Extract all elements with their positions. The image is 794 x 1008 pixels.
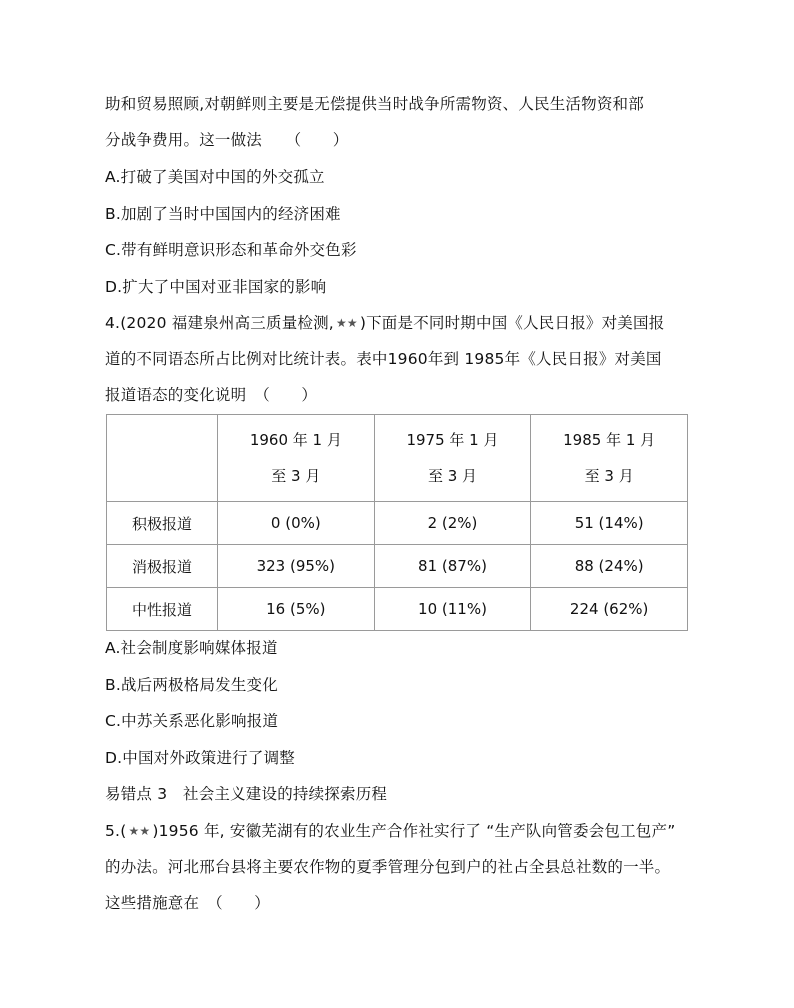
statistics-table (106, 414, 688, 631)
q4-stem-line-1 (105, 313, 664, 333)
q5-stem-text: )1956 年, 安徽芜湖有的农业生产合作社实行了 “生产队向管委会包工包产” (152, 822, 676, 840)
difficulty-stars-icon: ★★ (128, 824, 151, 838)
table-row (107, 588, 688, 631)
q4-option-d[interactable]: D.中国对外政策进行了调整 (105, 749, 295, 767)
row-label: 积极报道 (107, 502, 218, 545)
row-label: 中性报道 (107, 588, 218, 631)
section-heading: 易错点 3 社会主义建设的持续探索历程 (105, 785, 388, 803)
q3-option-b[interactable]: B.加剧了当时中国国内的经济困难 (105, 205, 341, 223)
table-cell: 2 (2%) (374, 502, 531, 545)
q3-option-d[interactable]: D.扩大了中国对亚非国家的影响 (105, 278, 327, 296)
q5-stem-line-1 (105, 821, 675, 841)
table-cell: 0 (0%) (218, 502, 375, 545)
table-header-1975: 1975 年 1 月 至 3 月 (374, 415, 531, 502)
q4-stem-text: )下面是不同时期中国《人民日报》对美国报 (359, 314, 665, 332)
table-cell: 16 (5%) (218, 588, 375, 631)
q3-option-a[interactable]: A.打破了美国对中国的外交孤立 (105, 168, 325, 186)
q5-number: 5.( (105, 822, 127, 840)
q4-option-a[interactable]: A.社会制度影响媒体报道 (105, 639, 278, 657)
q5-stem-line-2: 的办法。河北邢台县将主要农作物的夏季管理分包到户的社占全县总社数的一半。 (105, 858, 671, 876)
difficulty-stars-icon: ★★ (335, 316, 358, 330)
table-corner-cell (107, 415, 218, 502)
table-header-1985: 1985 年 1 月 至 3 月 (531, 415, 688, 502)
table-cell: 88 (24%) (531, 545, 688, 588)
q4-stem-line-3: 报道语态的变化说明 （ ） (105, 386, 318, 404)
row-label: 消极报道 (107, 545, 218, 588)
table-cell: 323 (95%) (218, 545, 375, 588)
table-header-1960: 1960 年 1 月 至 3 月 (218, 415, 375, 502)
table-cell: 224 (62%) (531, 588, 688, 631)
q4-stem-line-2: 道的不同语态所占比例对比统计表。表中1960年到 1985年《人民日报》对美国 (105, 350, 662, 368)
q3-option-c[interactable]: C.带有鲜明意识形态和革命外交色彩 (105, 241, 357, 259)
q4-option-b[interactable]: B.战后两极格局发生变化 (105, 676, 278, 694)
table-header-row (107, 415, 688, 502)
table-cell: 81 (87%) (374, 545, 531, 588)
q3-stem-line-2: 分战争费用。这一做法 （ ） (105, 131, 349, 149)
q4-source: 4.(2020 福建泉州高三质量检测, (105, 314, 334, 332)
table-cell: 10 (11%) (374, 588, 531, 631)
table-row (107, 502, 688, 545)
q3-stem-line-1: 助和贸易照顾,对朝鲜则主要是无偿提供当时战争所需物资、人民生活物资和部 (105, 95, 644, 113)
q4-option-c[interactable]: C.中苏关系恶化影响报道 (105, 712, 279, 730)
table-row (107, 545, 688, 588)
q5-stem-line-3: 这些措施意在 （ ） (105, 894, 270, 912)
table-cell: 51 (14%) (531, 502, 688, 545)
